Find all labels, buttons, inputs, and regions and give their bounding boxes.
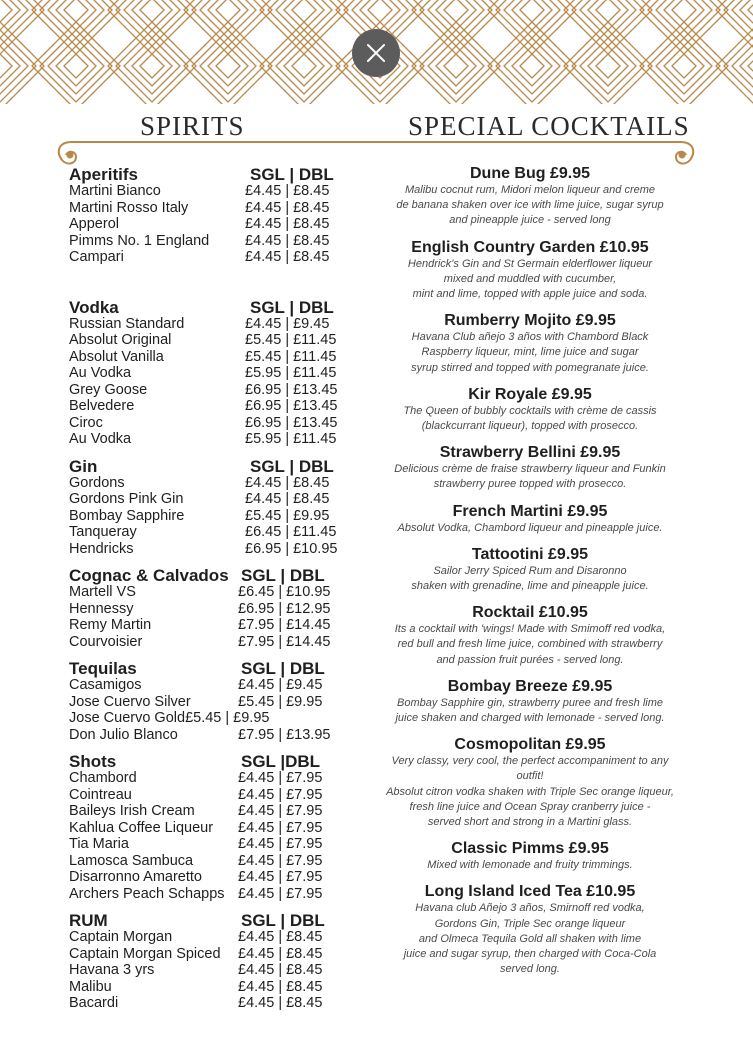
diamond-motif <box>216 54 240 78</box>
diamond-motif <box>140 0 164 22</box>
cocktail-title: Cosmopolitan £9.95 <box>454 736 606 754</box>
item-price: £4.45 | £8.45 <box>245 491 330 507</box>
menu-row <box>69 710 369 727</box>
spirits-heading: SPIRITS <box>140 111 245 141</box>
spirits-section <box>69 752 369 902</box>
section-title: Shots <box>69 752 117 771</box>
diamond-motif <box>740 0 753 30</box>
menu-row <box>69 634 369 651</box>
menu-row <box>69 820 369 837</box>
item-price: £4.45 | £8.45 <box>238 995 323 1011</box>
item-name: Bombay Sapphire <box>69 507 185 524</box>
diamond-motif <box>504 0 560 38</box>
section-columns: SGL | DBL <box>250 456 334 476</box>
diamond-motif <box>64 54 88 78</box>
cocktail-item <box>382 503 678 536</box>
item-name: Hennessy <box>69 600 134 617</box>
diamond-motif <box>412 22 500 104</box>
menu-row <box>69 617 369 634</box>
item-name: Campari <box>69 249 124 265</box>
diamond-motif <box>184 22 272 104</box>
cocktail-item <box>382 736 678 830</box>
item-name: Chambord <box>69 770 137 786</box>
diamond-motif <box>268 30 340 102</box>
item-name: Baileys Irish Cream <box>69 803 195 819</box>
diamond-motif <box>640 22 728 104</box>
item-name: Courvoisier <box>69 633 143 650</box>
cocktail-description: Very classy, very cool, the perfect accompaniment to any outfit! Absolut citron vodka shaken with Triple Sec orange liqueur, fresh line juice and Ocean Spray cranberry juice - served short and strong in a Martini glass. <box>386 755 674 829</box>
cocktails-heading: SPECIAL COCKTAILS <box>408 111 690 141</box>
section-header <box>69 659 369 677</box>
diamond-motif <box>664 0 704 30</box>
item-name: Au Vodka <box>69 431 132 447</box>
item-name: Don Julio Blanco <box>69 726 178 743</box>
section-header <box>69 752 369 770</box>
diamond-motif <box>0 22 44 104</box>
menu-row <box>69 475 369 492</box>
cocktail-description: Mixed with lemonade and fruity trimmings. <box>427 859 633 872</box>
cocktail-title: Bombay Breeze £9.95 <box>447 677 613 695</box>
menu-row <box>69 803 369 820</box>
menu-row <box>69 316 369 333</box>
diamond-motif <box>496 30 568 102</box>
diamond-motif <box>116 30 188 102</box>
menu-row <box>69 677 369 694</box>
cocktail-description: Havana club Añejo 3 años, Smirnoff red vodka, Gordons Gin, Triple Sec orange liqueur and Olmeca Tequila Gold all shaken with lime juice and sugar syrup, then charged with Coca-Cola served long. <box>403 902 657 976</box>
diamond-motif <box>108 22 196 104</box>
item-name: Belvedere <box>69 398 135 414</box>
section-title: Gin <box>69 456 98 476</box>
section-columns: SGL | DBL <box>241 659 325 678</box>
item-name: Jose Cuervo Silver <box>69 693 191 710</box>
cocktail-description: Malibu cocnut rum, Midori melon liqueur and creme de banana shaken over ice with lime juice, sugar syrup and pineapple juice - served long <box>396 184 664 227</box>
cocktail-description: Sailor Jerry Spiced Rum and Disaronno shaken with grenadine, lime and pineapple juice. <box>411 564 649 593</box>
menu-row <box>69 431 369 448</box>
item-price: £6.45 | £11.45 <box>245 524 337 540</box>
menu-row <box>69 886 369 903</box>
item-name: Grey Goose <box>69 381 148 398</box>
item-name: Russian Standard <box>69 315 185 332</box>
section-header <box>69 165 369 183</box>
cocktail-title: Tattootini £9.95 <box>471 545 589 563</box>
menu-row <box>69 836 369 853</box>
menu-row <box>69 332 369 349</box>
diamond-motif <box>360 0 400 30</box>
menu-row <box>69 349 369 366</box>
diamond-motif <box>260 22 348 104</box>
diamond-motif <box>124 0 180 38</box>
section-columns: SGL | DBL <box>250 297 334 317</box>
section-title: Vodka <box>69 297 119 317</box>
item-name: Jose Cuervo Gold£5.45 | £9.95 <box>69 710 270 726</box>
item-price: £4.45 | £8.45 <box>238 962 323 978</box>
diamond-motif <box>580 0 636 38</box>
item-price: £5.45 | £11.45 <box>245 332 337 348</box>
menu-row <box>69 415 369 432</box>
menu-row <box>69 995 369 1012</box>
cocktail-item <box>382 239 678 303</box>
menu-row <box>69 365 369 382</box>
item-name: Apperol <box>69 216 119 232</box>
diamond-motif <box>596 0 620 22</box>
item-price: £4.45 | £7.95 <box>238 852 323 869</box>
menu-row <box>69 524 369 541</box>
item-price: £6.95 | £13.45 <box>245 414 338 431</box>
cocktail-title: Kir Royale £9.95 <box>468 385 592 403</box>
close-button[interactable] <box>352 29 400 77</box>
section-title: Aperitifs <box>69 165 138 184</box>
item-price: £4.45 | £7.95 <box>238 836 323 852</box>
diamond-motif <box>276 0 332 38</box>
diamond-motif <box>284 0 324 30</box>
item-price: £4.45 | £8.45 <box>245 183 330 199</box>
cocktail-title: Long Island Iced Tea £10.95 <box>424 883 636 901</box>
item-name: Archers Peach Schapps <box>69 885 225 902</box>
menu-row <box>69 727 369 744</box>
item-price: £5.45 | £9.95 <box>238 693 323 710</box>
spirits-section <box>69 457 369 558</box>
diamond-motif <box>64 0 88 22</box>
diamond-motif <box>436 0 476 30</box>
diamond-motif <box>56 0 96 30</box>
cocktail-item <box>382 883 678 977</box>
cocktail-item <box>382 840 678 873</box>
menu-row <box>69 787 369 804</box>
item-price: £4.45 | £7.95 <box>238 885 323 902</box>
section-header <box>69 566 369 584</box>
cocktail-item <box>382 312 678 376</box>
item-price: £4.45 | £8.45 <box>245 249 330 265</box>
diamond-motif <box>132 0 172 30</box>
diamond-motif <box>32 22 120 104</box>
item-price: £4.45 | £9.45 <box>245 315 330 332</box>
item-price: £4.45 | £8.45 <box>245 232 330 249</box>
item-price: £5.45 | £9.95 <box>245 507 330 524</box>
menu-row <box>69 946 369 963</box>
item-name: Absolut Vanilla <box>69 348 164 365</box>
spirits-section <box>69 165 369 266</box>
item-price: £5.45 | £9.95 <box>185 710 270 726</box>
item-name: Martini Bianco <box>69 183 161 199</box>
diamond-motif <box>428 0 484 38</box>
cocktail-title: Strawberry Bellini £9.95 <box>439 444 621 462</box>
item-name: Hendricks <box>69 540 134 557</box>
diamond-motif <box>572 30 644 102</box>
cocktail-description: The Queen of bubbly cocktails with crème de cassis (blackcurrant liqueur), topped with prosecco. <box>403 404 657 433</box>
item-price: £6.95 | £12.95 <box>238 600 331 617</box>
item-price: £4.45 | £8.45 <box>245 216 330 232</box>
diamond-motif <box>520 0 544 22</box>
menu-row <box>69 541 369 558</box>
menu-row <box>69 694 369 711</box>
item-name: Bacardi <box>69 995 119 1011</box>
item-name: Remy Martin <box>69 617 152 633</box>
item-price: £4.45 | £7.95 <box>238 819 323 836</box>
item-name: Au Vodka <box>69 365 132 381</box>
spirits-section <box>69 566 369 650</box>
diamond-motif <box>368 0 392 22</box>
diamond-motif <box>40 30 112 102</box>
diamond-motif <box>0 54 12 78</box>
item-price: £4.45 | £7.95 <box>238 786 323 803</box>
item-price: £4.45 | £9.45 <box>238 677 323 693</box>
item-price: £4.45 | £7.95 <box>238 869 323 885</box>
cocktail-item <box>382 678 678 726</box>
close-icon <box>365 42 387 64</box>
diamond-motif <box>596 54 620 78</box>
diamond-motif <box>520 54 544 78</box>
cocktail-description: Absolut Vodka, Chambord liqueur and pineapple juice. <box>397 521 663 534</box>
item-name: Ciroc <box>69 414 103 431</box>
menu-row <box>69 869 369 886</box>
item-name: Havana 3 yrs <box>69 962 155 978</box>
cocktail-title: Rocktail £10.95 <box>472 604 588 622</box>
cocktail-item <box>382 604 678 668</box>
diamond-motif <box>292 54 316 78</box>
item-price: £5.95 | £11.45 <box>245 365 337 381</box>
item-price: £5.95 | £11.45 <box>245 431 337 447</box>
item-price: £7.95 | £13.95 <box>238 726 331 743</box>
item-name: Gordons Pink Gin <box>69 491 184 507</box>
section-title: Cognac & Calvados <box>69 566 229 585</box>
section-title: RUM <box>69 911 108 930</box>
item-name: Malibu <box>69 978 112 995</box>
cocktail-title: Classic Pimms £9.95 <box>451 840 609 858</box>
item-price: £4.45 | £8.45 <box>238 929 323 945</box>
cocktail-title: Rumberry Mojito £9.95 <box>444 312 616 330</box>
menu-row <box>69 508 369 525</box>
item-name: Casamigos <box>69 677 142 693</box>
diamond-motif <box>200 0 256 38</box>
cocktail-title: Dune Bug £9.95 <box>469 165 591 182</box>
item-name: Tanqueray <box>69 524 137 540</box>
item-name: Pimms No. 1 England <box>69 232 210 249</box>
diamond-motif <box>444 0 468 22</box>
menu-row <box>69 233 369 250</box>
section-columns: SGL | DBL <box>241 911 325 930</box>
menu-row <box>69 584 369 601</box>
section-header <box>69 298 369 316</box>
diamond-motif <box>512 0 552 30</box>
diamond-motif <box>672 54 696 78</box>
cocktail-title: English Country Garden £10.95 <box>411 238 649 256</box>
diamond-motif <box>0 46 20 86</box>
item-name: Gordons <box>69 474 125 491</box>
menu-row <box>69 853 369 870</box>
item-name: Martell VS <box>69 584 136 600</box>
section-columns: SGL | DBL <box>250 165 334 184</box>
diamond-motif <box>0 0 44 54</box>
diamond-motif <box>648 30 720 102</box>
item-price: £4.45 | £7.95 <box>238 803 323 819</box>
section-title: Tequilas <box>69 659 137 678</box>
item-name: Captain Morgan <box>69 929 173 945</box>
item-price: £5.45 | £11.45 <box>245 348 337 365</box>
spirits-section <box>69 298 369 448</box>
spirits-section <box>69 659 369 743</box>
item-price: £7.95 | £14.45 <box>238 633 331 650</box>
menu-row <box>69 979 369 996</box>
cocktail-description: Delicious crème de fraise strawberry liqueur and Funkin strawberry puree topped with prosecco. <box>394 463 666 491</box>
menu-row <box>69 601 369 618</box>
menu-row <box>69 249 369 266</box>
cocktails-list <box>382 165 678 988</box>
diamond-motif <box>140 54 164 78</box>
menu-row <box>69 382 369 399</box>
cocktail-description: Its a cocktail with 'wings! Made with Smimoff red vodka, red bull and fresh lime juice, combined with strawberry and passion fruit purées - served long. <box>394 623 666 666</box>
diamond-motif <box>192 30 264 102</box>
menu-row <box>69 962 369 979</box>
cocktail-description: Havana Club añejo 3 años with Chambord Black Raspberry liqueur, mint, lime juice and sugar syrup stirred and topped with pomegranate juice. <box>411 331 649 374</box>
section-header <box>69 457 369 475</box>
cocktail-description: Hendrick's Gin and St Germain elderflower liqueur mixed and muddled with cucumber, mint and lime, topped with apple juice and soda. <box>407 257 653 301</box>
item-price: £4.45 | £8.45 <box>238 978 323 995</box>
diamond-motif <box>48 0 104 38</box>
cocktail-item <box>382 444 678 492</box>
menu-row <box>69 929 369 946</box>
cocktail-title: French Martini £9.95 <box>452 502 608 520</box>
item-price: £6.95 | £10.95 <box>245 540 338 557</box>
item-name: Kahlua Coffee Liqueur <box>69 819 214 836</box>
menu-row <box>69 491 369 508</box>
section-columns: SGL |DBL <box>241 752 321 771</box>
diamond-motif <box>292 0 316 22</box>
item-name: Absolut Original <box>69 332 172 348</box>
item-price: £4.45 | £8.45 <box>238 945 323 962</box>
item-name: Disarronno Amaretto <box>69 869 202 885</box>
cocktail-item <box>382 386 678 434</box>
spirits-section <box>69 911 369 1012</box>
menu-row <box>69 398 369 415</box>
diamond-motif <box>672 0 696 22</box>
item-price: £6.95 | £13.45 <box>245 381 338 398</box>
diamond-motif <box>420 30 492 102</box>
diamond-motif <box>588 0 628 30</box>
menu-row <box>69 216 369 233</box>
section-header <box>69 911 369 929</box>
item-price: £6.95 | £13.45 <box>245 398 338 414</box>
item-name: Captain Morgan Spiced <box>69 945 221 962</box>
diamond-motif <box>488 22 576 104</box>
item-price: £4.45 | £8.45 <box>245 199 330 216</box>
spirits-list <box>69 165 369 1012</box>
cocktail-item <box>382 165 678 229</box>
item-name: Lamosca Sambuca <box>69 852 194 869</box>
menu-row <box>69 770 369 787</box>
section-columns: SGL | DBL <box>241 566 325 585</box>
item-price: £6.45 | £10.95 <box>238 584 331 600</box>
item-price: £4.45 | £8.45 <box>245 474 330 491</box>
menu-row <box>69 200 369 217</box>
diamond-motif <box>216 0 240 22</box>
diamond-motif <box>0 0 12 22</box>
item-name: Tia Maria <box>69 836 129 852</box>
diamond-motif <box>656 0 712 38</box>
item-name: Martini Rosso Italy <box>69 199 189 216</box>
diamond-motif <box>444 54 468 78</box>
cocktail-description: Bombay Sapphire gin, strawberry puree and fresh lime juice shaken and charged with lemonade - served long. <box>395 696 665 725</box>
menu-row <box>69 183 369 200</box>
item-price: £7.95 | £14.45 <box>238 617 331 633</box>
diamond-motif <box>208 0 248 30</box>
item-price: £4.45 | £7.95 <box>238 770 323 786</box>
diamond-motif <box>564 22 652 104</box>
item-name: Cointreau <box>69 786 132 803</box>
cocktail-item <box>382 546 678 594</box>
